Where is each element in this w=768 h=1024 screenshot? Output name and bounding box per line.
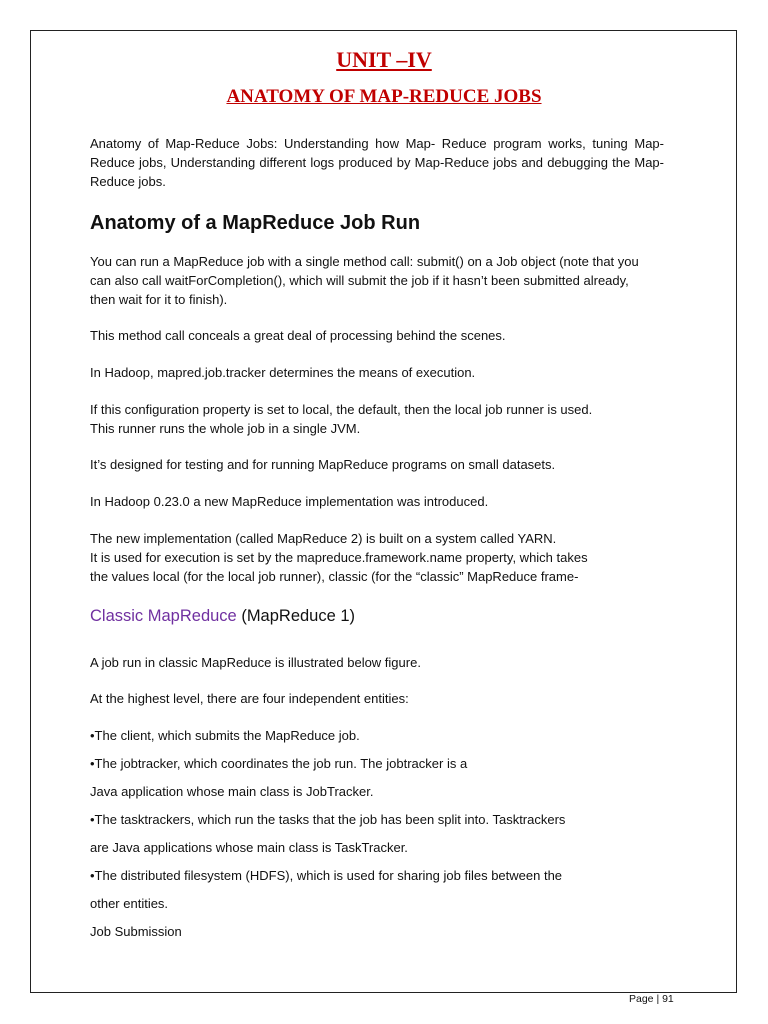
paragraph-line: Job Submission <box>90 924 182 939</box>
paragraph-line: It is used for execution is set by the mapreduce.framework.name property, which takes <box>90 550 588 565</box>
paragraph-line: If this configuration property is set to local, the default, then the local job runner is used. <box>90 402 593 417</box>
paragraph-line: You can run a MapReduce job with a single method call: submit() on a Job object (note that you <box>90 254 639 269</box>
paragraph-line: It’s designed for testing and for running MapReduce programs on small datasets. <box>90 457 556 472</box>
paragraph-line: other entities. <box>90 896 169 911</box>
subsection-heading <box>90 607 355 626</box>
page-number: Page | 91 <box>629 993 674 1005</box>
paragraph-line: A job run in classic MapReduce is illustrated below figure. <box>90 655 421 670</box>
paragraph-line: can also call waitForCompletion(), which will submit the job if it hasn’t been submitted already, <box>90 273 629 288</box>
paragraph-line: In Hadoop 0.23.0 a new MapReduce implementation was introduced. <box>90 494 489 509</box>
paragraph-line: then wait for it to finish). <box>90 292 228 307</box>
intro-paragraph: Anatomy of Map-Reduce Jobs: Understanding how Map- Reduce program works, tuning Map-Reduce jobs, Understanding different logs produced by Map-Reduce jobs and debugging the Map- Reduce jobs. <box>90 136 664 189</box>
paragraph-line: The new implementation (called MapReduce 2) is built on a system called YARN. <box>90 531 557 546</box>
subsection-heading-rest: (MapReduce 1) <box>236 607 356 625</box>
bullet-item: •The client, which submits the MapReduce job. <box>90 728 360 743</box>
section-heading: Anatomy of a MapReduce Job Run <box>90 212 421 234</box>
paragraph-line: This runner runs the whole job in a single JVM. <box>90 421 361 436</box>
bullet-item: •The distributed filesystem (HDFS), which is used for sharing job files between the <box>90 868 563 883</box>
paragraph-line: This method call conceals a great deal of processing behind the scenes. <box>90 328 506 343</box>
unit-title: UNIT –IV <box>336 47 432 72</box>
paragraph-line: are Java applications whose main class is TaskTracker. <box>90 840 408 855</box>
subsection-heading-colored: Classic MapReduce <box>90 607 237 625</box>
bullet-item: •The jobtracker, which coordinates the job run. The jobtracker is a <box>90 756 468 771</box>
bullet-item: •The tasktrackers, which run the tasks that the job has been split into. Tasktrackers <box>90 812 566 827</box>
paragraph-line: the values local (for the local job runner), classic (for the “classic” MapReduce frame- <box>90 569 579 584</box>
chapter-title: ANATOMY OF MAP-REDUCE JOBS <box>226 86 542 107</box>
paragraph-line: Java application whose main class is JobTracker. <box>90 784 374 799</box>
paragraph-line: In Hadoop, mapred.job.tracker determines the means of execution. <box>90 365 476 380</box>
paragraph-line: At the highest level, there are four independent entities: <box>90 691 409 706</box>
